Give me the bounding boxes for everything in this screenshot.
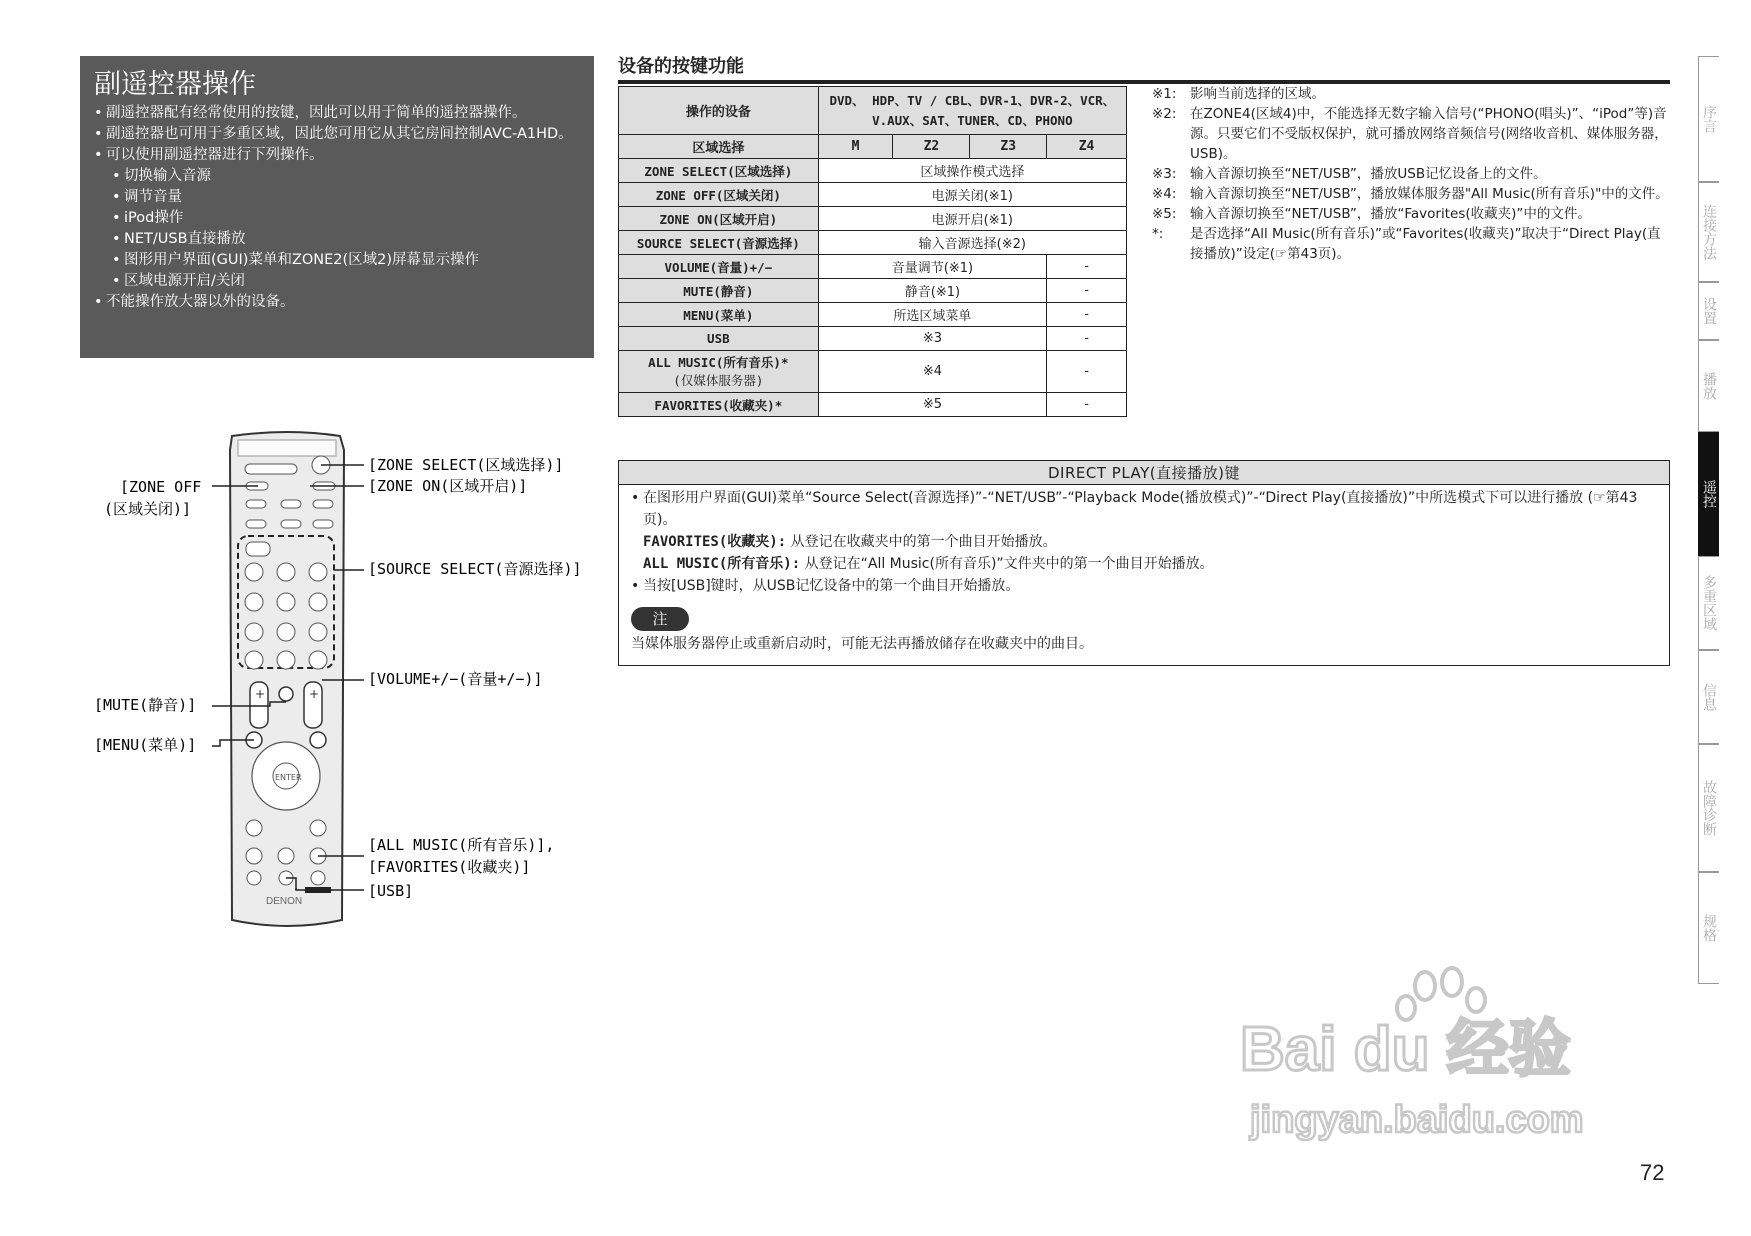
footnote-mark: *:	[1152, 226, 1164, 242]
table-row	[619, 327, 1127, 351]
zone-header-cell: Z4	[1047, 135, 1127, 159]
remote-label-all-music: [ALL MUSIC(所有音乐)],	[368, 836, 555, 854]
remote-label-favorites: [FAVORITES(收藏夹)]	[368, 858, 531, 876]
section-heading: 设备的按键功能	[618, 52, 1670, 84]
footnote	[1152, 184, 1672, 204]
side-tab-setup[interactable]: 设置	[1698, 282, 1719, 340]
baidu-watermark	[1220, 960, 1640, 1160]
key-label-cell: SOURCE SELECT(音源选择)	[619, 231, 819, 255]
footnote	[1152, 104, 1672, 164]
footnotes	[1152, 84, 1672, 264]
table-row	[619, 87, 1127, 135]
side-tabs	[1698, 56, 1751, 984]
footnote	[1152, 164, 1672, 184]
function-cell: 区域操作模式选择	[818, 159, 1126, 183]
table-row	[619, 159, 1127, 183]
remote-label-volume: [VOLUME+/−(音量+/−)]	[368, 670, 543, 688]
z4-cell: -	[1047, 303, 1127, 327]
key-label-cell: FAVORITES(收藏夹)*	[619, 393, 819, 417]
direct-play-line: • 在图形用户界面(GUI)菜单“Source Select(音源选择)”-“NET/USB”-“Playback Mode(播放模式)”-“Direct Play(直接播放)”中所选模式下可以进行播放 (☞第43页)。	[631, 487, 1657, 531]
function-cell: 音量调节(※1)	[818, 255, 1046, 279]
table-row	[619, 279, 1127, 303]
remote-brand: DENON	[266, 896, 303, 907]
favorites-text: 从登记在收藏夹中的第一个曲目开始播放。	[790, 534, 1057, 550]
remote-label-zone-off-2: (区域关闭)]	[104, 500, 192, 518]
all-music-text: 从登记在“All Music(所有音乐)”文件夹中的第一个曲目开始播放。	[804, 556, 1214, 572]
key-label-cell: VOLUME(音量)+/−	[619, 255, 819, 279]
svg-text:+: +	[309, 687, 320, 701]
table-row	[619, 303, 1127, 327]
direct-play-body	[619, 485, 1669, 655]
key-label-cell: MUTE(静音)	[619, 279, 819, 303]
footnote-mark: ※1:	[1152, 86, 1177, 102]
footnote-text: 输入音源切换至“NET/USB”，播放媒体服务器"All Music(所有音乐)"中的文件。	[1190, 186, 1669, 202]
side-tab-information[interactable]: 信息	[1698, 650, 1719, 744]
function-cell: 输入音源选择(※2)	[818, 231, 1126, 255]
device-list-cell: DVD、 HDP、TV / CBL、DVR-1、DVR-2、VCR、V.AUX、SAT、TUNER、CD、PHONO	[818, 87, 1126, 135]
remote-label-source-select: [SOURCE SELECT(音源选择)]	[368, 560, 582, 578]
side-tab-connections[interactable]: 连接方法	[1698, 182, 1719, 282]
direct-play-usb-line: • 当按[USB]键时，从USB记忆设备中的第一个曲目开始播放。	[631, 575, 1657, 597]
intro-item: • 可以使用副遥控器进行下列操作。	[94, 145, 582, 166]
key-label-cell: USB	[619, 327, 819, 351]
table-row	[619, 135, 1127, 159]
z4-cell: -	[1047, 327, 1127, 351]
table-row	[619, 183, 1127, 207]
table-row	[619, 393, 1127, 417]
favorites-key: FAVORITES(收藏夹):	[643, 534, 787, 550]
remote-label-zone-off: [ZONE OFF	[120, 478, 202, 496]
key-label-cell	[619, 351, 819, 393]
table-header-cell: 区域选择	[619, 135, 819, 159]
side-tab-multizone[interactable]: 多重区域	[1698, 556, 1719, 650]
note-badge: 注	[631, 607, 689, 631]
footnote	[1152, 204, 1672, 224]
function-cell: 电源开启(※1)	[818, 207, 1126, 231]
page-number: 72	[1640, 1160, 1665, 1185]
intro-title: 副遥控器操作	[94, 69, 256, 100]
function-cell: ※4	[818, 351, 1046, 393]
side-tab-troubleshooting[interactable]: 故障诊断	[1698, 744, 1719, 872]
footnote	[1152, 84, 1672, 104]
key-label-line: (仅媒体服务器)	[673, 372, 764, 388]
key-label-cell: ZONE ON(区域开启)	[619, 207, 819, 231]
table-row	[619, 207, 1127, 231]
direct-play-favorites	[631, 531, 1657, 553]
table-row	[619, 351, 1127, 393]
remote-label-menu: [MENU(菜单)]	[94, 736, 197, 754]
note-text: 当媒体服务器停止或重新启动时，可能无法再播放储存在收藏夹中的曲目。	[631, 636, 1093, 652]
table-row	[619, 231, 1127, 255]
footnote-text: 输入音源切换至“NET/USB”，播放USB记忆设备上的文件。	[1190, 166, 1547, 182]
enter-label: ENTER	[275, 773, 302, 782]
footnote-mark: ※4:	[1152, 186, 1177, 202]
all-music-key: ALL MUSIC(所有音乐):	[643, 556, 801, 572]
z4-cell: -	[1047, 279, 1127, 303]
zone-header-cell: M	[818, 135, 893, 159]
zone-header-cell: Z2	[893, 135, 970, 159]
direct-play-all-music	[631, 553, 1657, 575]
remote-illustration	[0, 420, 610, 940]
key-label-cell: ZONE OFF(区域关闭)	[619, 183, 819, 207]
intro-item: • 副遥控器配有经常使用的按键，因此可以用于简单的遥控器操作。	[94, 103, 582, 124]
intro-sub-item: • 调节音量	[94, 187, 582, 208]
intro-item: • 副遥控器也可用于多重区域，因此您可用它从其它房间控制AVC-A1HD。	[94, 124, 582, 145]
side-tab-preface[interactable]: 序言	[1698, 56, 1719, 182]
remote-label-usb: [USB]	[368, 882, 414, 900]
table-header-cell: 操作的设备	[619, 87, 819, 135]
direct-play-box	[618, 460, 1670, 666]
intro-sub-item: • 切换输入音源	[94, 166, 582, 187]
side-tab-playback[interactable]: 播放	[1698, 340, 1719, 432]
z4-cell: -	[1047, 393, 1127, 417]
remote-label-zone-on: [ZONE ON(区域开启)]	[368, 477, 528, 495]
watermark-url: jingyan.baidu.com	[1250, 1099, 1584, 1141]
z4-cell: -	[1047, 351, 1127, 393]
footnote-text: 输入音源切换至“NET/USB”，播放“Favorites(收藏夹)”中的文件。	[1190, 206, 1591, 222]
function-cell: ※3	[818, 327, 1046, 351]
footnote-mark: ※3:	[1152, 166, 1177, 182]
remote-label-zone-select: [ZONE SELECT(区域选择)]	[368, 456, 564, 474]
footnote-mark: ※2:	[1152, 106, 1177, 122]
direct-play-heading: DIRECT PLAY(直接播放)键	[619, 461, 1669, 485]
key-label-line: ALL MUSIC(所有音乐)*	[648, 354, 789, 370]
function-cell: 所选区域菜单	[818, 303, 1046, 327]
footnote-mark: ※5:	[1152, 206, 1177, 222]
table-row	[619, 255, 1127, 279]
footnote-text: 在ZONE4(区域4)中，不能选择无数字输入信号(“PHONO(唱头)”、“iPod”等)音源。只要它们不受版权保护，就可播放网络音频信号(网络收音机、媒体服务器，USB)。	[1190, 106, 1668, 162]
svg-text:+: +	[255, 687, 266, 701]
intro-item: • 不能操作放大器以外的设备。	[94, 292, 582, 313]
intro-sub-item: • iPod操作	[94, 208, 582, 229]
function-cell: 静音(※1)	[818, 279, 1046, 303]
remote-label-mute: [MUTE(静音)]	[94, 696, 197, 714]
key-label-cell: ZONE SELECT(区域选择)	[619, 159, 819, 183]
zone-header-cell: Z3	[970, 135, 1047, 159]
z4-cell: -	[1047, 255, 1127, 279]
key-label-cell: MENU(菜单)	[619, 303, 819, 327]
function-cell: ※5	[818, 393, 1046, 417]
side-tab-remote[interactable]: 遥控	[1698, 432, 1719, 556]
intro-sub-item: • NET/USB直接播放	[94, 229, 582, 250]
intro-sub-item: • 图形用户界面(GUI)菜单和ZONE2(区域2)屏幕显示操作	[94, 250, 582, 271]
intro-box	[80, 56, 594, 358]
footnote-text: 是否选择“All Music(所有音乐)”或“Favorites(收藏夹)”取决于“Direct Play(直接播放)”设定(☞第43页)。	[1190, 226, 1661, 262]
watermark-logo: Bai du 经验	[1240, 1015, 1571, 1084]
function-cell: 电源关闭(※1)	[818, 183, 1126, 207]
footnote	[1152, 224, 1672, 264]
intro-sub-item: • 区域电源开启/关闭	[94, 271, 582, 292]
footnote-text: 影响当前选择的区域。	[1190, 86, 1325, 102]
key-function-table	[618, 86, 1127, 417]
side-tab-specifications[interactable]: 规格	[1698, 872, 1719, 984]
